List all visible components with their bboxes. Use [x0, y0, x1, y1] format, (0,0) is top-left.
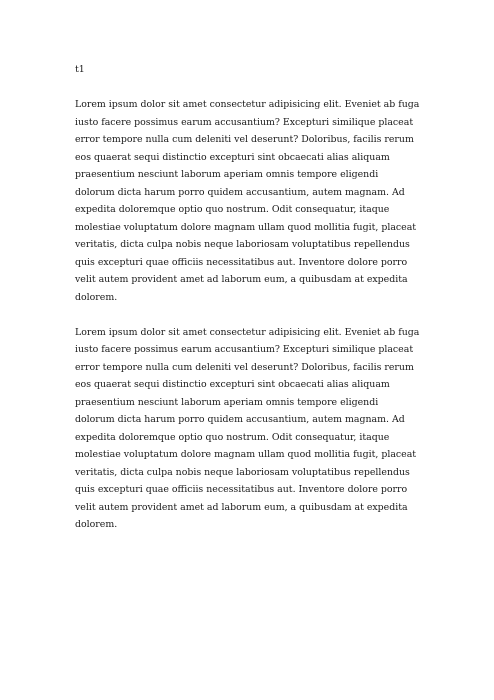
- document-body: [75, 61, 420, 551]
- document-heading: t1: [75, 64, 85, 75]
- paragraph-2: Lorem ipsum dolor sit amet consectetur adipisicing elit. Eveniet ab fuga iusto facere possimus earum accusantium? Excepturi similique placeat error tempore nulla cum deleniti vel deserunt? Doloribus, facilis rerum eos quaerat sequi distinctio excepturi sint obcaecati alias aliquam praesentium nesciunt laborum aperiam omnis tempore eligendi dolorum dicta harum porro quidem accusantium, autem magnam. Ad expedita doloremque optio quo nostrum. Odit consequatur, itaque molestiae voluptatum dolore magnam ullam quod mollitia fugit, placeat veritatis, dicta culpa nobis neque laboriosam voluptatibus repellendus quis excepturi quae officiis necessitatibus aut. Inventore dolore porro velit autem provident amet ad laborum eum, a quibusdam at expedita dolorem.: [75, 326, 420, 530]
- paragraph-1: Lorem ipsum dolor sit amet consectetur adipisicing elit. Eveniet ab fuga iusto facere possimus earum accusantium? Excepturi similique placeat error tempore nulla cum deleniti vel deserunt? Doloribus, facilis rerum eos quaerat sequi distinctio excepturi sint obcaecati alias aliquam praesentium nesciunt laborum aperiam omnis tempore eligendi dolorum dicta harum porro quidem accusantium, autem magnam. Ad expedita doloremque optio quo nostrum. Odit consequatur, itaque molestiae voluptatum dolore magnam ullam quod mollitia fugit, placeat veritatis, dicta culpa nobis neque laboriosam voluptatibus repellendus quis excepturi quae officiis necessitatibus aut. Inventore dolore porro velit autem provident amet ad laborum eum, a quibusdam at expedita dolorem.: [75, 99, 420, 303]
